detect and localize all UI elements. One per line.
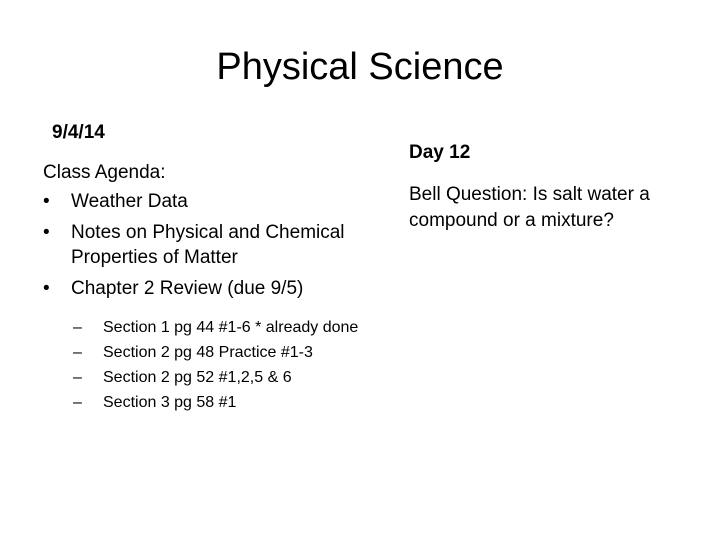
agenda-list bbox=[43, 189, 363, 417]
sub-item-section-1 bbox=[71, 317, 363, 338]
bell-question: Bell Question: Is salt water a compound or a mixture? bbox=[409, 184, 650, 231]
bullet-icon: • bbox=[43, 222, 50, 243]
slide-title: Physical Science bbox=[216, 46, 504, 88]
sub-item-section-3 bbox=[71, 392, 363, 413]
dash-icon: – bbox=[73, 344, 82, 361]
agenda-item-weather bbox=[43, 189, 363, 214]
sub-item-text: Section 1 pg 44 #1-6 * already done bbox=[103, 319, 359, 336]
date-label: 9/4/14 bbox=[52, 122, 105, 143]
agenda-item-chapter-review bbox=[43, 276, 363, 413]
agenda-item-text: Chapter 2 Review (due 9/5) bbox=[71, 278, 304, 299]
day-label: Day 12 bbox=[409, 142, 471, 163]
agenda-heading: Class Agenda: bbox=[43, 162, 166, 183]
sub-item-section-2-pg52 bbox=[71, 367, 363, 388]
dash-icon: – bbox=[73, 369, 82, 386]
review-sub-list bbox=[71, 317, 363, 413]
dash-icon: – bbox=[73, 394, 82, 411]
sub-item-text: Section 2 pg 52 #1,2,5 & 6 bbox=[103, 369, 292, 386]
agenda-item-text: Notes on Physical and Chemical Properties of Matter bbox=[71, 222, 345, 268]
sub-item-text: Section 2 pg 48 Practice #1-3 bbox=[103, 344, 313, 361]
sub-item-section-2-practice bbox=[71, 342, 363, 363]
bullet-icon: • bbox=[43, 278, 50, 299]
sub-item-text: Section 3 pg 58 #1 bbox=[103, 394, 237, 411]
agenda-item-notes bbox=[43, 220, 363, 270]
agenda-item-text: Weather Data bbox=[71, 191, 188, 212]
bullet-icon: • bbox=[43, 191, 50, 212]
dash-icon: – bbox=[73, 319, 82, 336]
